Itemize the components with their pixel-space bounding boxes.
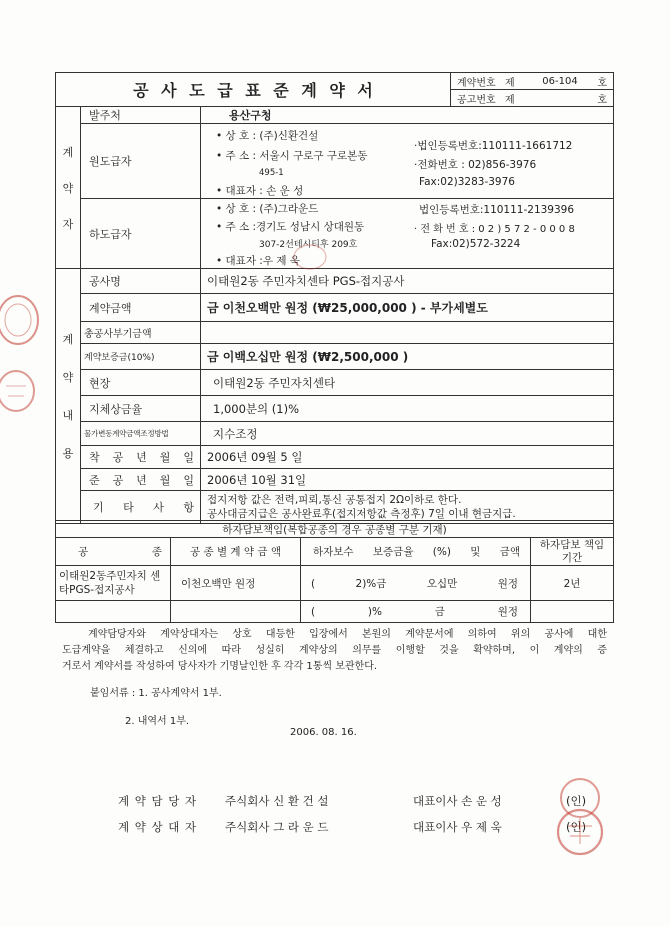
side-char: 내: [62, 409, 74, 422]
prime-phone: ·전화번호 : 02)856-3976: [414, 159, 537, 171]
orderer-label: 발주처: [81, 107, 201, 124]
contract-amount-label: 계약금액: [81, 294, 201, 322]
contract-number-label: 계약번호: [457, 77, 496, 89]
completion-date-label: 준 공 년 월 일: [81, 469, 201, 491]
project-name-value: 이태원2동 주민자치센타 PGS-접지공사: [201, 269, 614, 294]
orderer-value: 용산구청: [201, 107, 614, 124]
notice-number-prefix: 제: [505, 94, 515, 106]
total-additional-amount-value: [201, 322, 614, 344]
sub-phone: · 전 화 번 호 : 0 2 ) 5 7 2 - 0 0 0 8: [414, 224, 575, 235]
defect-row-period: 2년: [531, 566, 614, 601]
content-side-label: [56, 269, 81, 524]
contract-deposit-label: 계약보증금(10%): [81, 344, 201, 370]
contract-number-value: 06-104: [542, 75, 578, 87]
document-title: 공 사 도 급 표 준 계 약 서: [56, 73, 451, 107]
subcontractor-details: [201, 199, 614, 269]
agreement-paragraph: [62, 627, 607, 675]
side-char: 약: [62, 371, 74, 384]
defect-row-rate: ( )% 금 원정: [301, 601, 531, 623]
delay-penalty-label: 지체상금율: [81, 396, 201, 422]
signature-company: 주식회사 그 라 운 드: [225, 820, 329, 834]
sub-registration-number: 법인등록번호:110111-2139396: [419, 204, 575, 216]
side-char: 약: [62, 181, 74, 195]
seal-stamp: [0, 368, 40, 414]
contract-date: 2006. 08. 16.: [290, 727, 357, 738]
side-char: 자: [62, 217, 74, 231]
prime-contractor-details: [201, 124, 614, 199]
defect-heading: 하자담보책임(복합공종의 경우 공종별 구분 기재): [56, 521, 614, 538]
site-value: 이태원2동 주민자치센타: [201, 370, 614, 396]
defect-row-type: 이태원2동주민자치 센타PGS-접지공사: [56, 566, 171, 601]
seal-stamp: [290, 242, 330, 272]
agreement-line: 거로서 계약서를 작성하여 당사자가 기명날인한 후 각각 1통씩 보관한다.: [62, 661, 378, 672]
sub-company: • 상 호 : (주)그라운드: [216, 203, 319, 215]
sub-address-detail: 307-2선테시티후 209호: [259, 240, 358, 250]
delay-penalty-value: 1,000분의 (1)%: [201, 396, 614, 422]
price-adjustment-label: 물가변동계약금액조정방법: [81, 422, 201, 446]
side-char: 용: [62, 447, 74, 460]
signature-title: 대표이사 우 제 욱: [413, 820, 502, 834]
agreement-line: 도급계약을 체결하고 신의에 따라 성실히 계약상의 의무를 이행할 것을 확약하며, 이 계약의 증: [62, 645, 607, 656]
price-adjustment-value: 지수조정: [201, 422, 614, 446]
other-terms-line: 접지저항 값은 전력,피뢰,통신 공통접지 2Ω이하로 한다.: [207, 494, 462, 506]
signature-role: 계 약 담 당 자: [118, 794, 198, 808]
defect-header-period: 하자담보 책임기간: [531, 538, 614, 566]
total-additional-amount-label: 총공사부기금액: [81, 322, 201, 344]
defect-row-rate: ( 2)%금 오십만 원정: [301, 566, 531, 601]
signature-seal-mark: (인): [566, 820, 587, 834]
attachment-line: 붙임서류 : 1. 공사계약서 1부.: [90, 688, 222, 699]
contract-number-box: [451, 73, 614, 90]
project-name-label: 공사명: [81, 269, 201, 294]
signature-title: 대표이사 손 운 성: [413, 794, 502, 808]
seal-stamp: [552, 776, 608, 860]
prime-registration-number: ·법인등록번호:110111-1661712: [414, 140, 573, 152]
contractors-side-label: [56, 107, 81, 269]
notice-number-suffix: 호: [597, 94, 607, 106]
notice-number-box: [451, 90, 614, 107]
subcontractor-label: 하도급자: [81, 199, 201, 269]
prime-address-detail: 495-1: [259, 168, 284, 178]
defect-row-type: [56, 601, 171, 623]
signature-seal-mark: (인): [566, 794, 587, 808]
prime-ceo: • 대표자 : 손 운 성: [216, 185, 304, 197]
seal-stamp: [0, 292, 44, 348]
prime-fax: Fax:02)3283-3976: [419, 176, 515, 188]
site-label: 현장: [81, 370, 201, 396]
sub-fax: Fax:02)572-3224: [431, 238, 521, 250]
prime-address: • 주 소 : 서울시 구로구 구로본동: [216, 150, 368, 162]
prime-company: • 상 호 : (주)신환건설: [216, 130, 319, 142]
sub-ceo: • 대표자 :우 제 욱: [216, 255, 300, 267]
other-terms-line: 공사대금지급은 공사완료후(접지저항값 측정후) 7일 이내 현금지급.: [207, 508, 516, 520]
other-terms-value: [201, 491, 614, 524]
completion-date-value: 2006년 10월 31일: [201, 469, 614, 491]
defect-liability-table: [55, 520, 614, 623]
agreement-line: 계약담당자와 계약상대자는 상호 대등한 입장에서 본원의 계약문서에 의하여 위의 공사에 대한: [88, 629, 607, 640]
prime-contractor-label: 원도급자: [81, 124, 201, 199]
contract-deposit-value: 금 이백오십만 원정 (₩2,500,000 ): [201, 344, 614, 370]
contract-number-prefix: 제: [505, 77, 515, 89]
side-char: 계: [62, 333, 74, 346]
contract-amount-value: 금 이천오백만 원정 (₩25,000,000 ) - 부가세별도: [201, 294, 614, 322]
signature-role: 계 약 상 대 자: [118, 820, 198, 834]
start-date-value: 2006년 09월 5 일: [201, 446, 614, 469]
attachment-line: 2. 내역서 1부.: [125, 716, 190, 727]
defect-row-amount: [171, 601, 301, 623]
contract-main-table: [55, 106, 614, 524]
defect-header-type: 공 종: [56, 538, 171, 566]
defect-header-amount: 공 종 별 계 약 금 액: [171, 538, 301, 566]
notice-number-label: 공고번호: [457, 94, 496, 106]
contract-number-suffix: 호: [597, 77, 607, 89]
sub-address: • 주 소 :경기도 성남시 상대원동: [216, 221, 365, 233]
defect-row-period: [531, 601, 614, 623]
side-char: 계: [62, 145, 74, 159]
signature-company: 주식회사 신 환 건 설: [225, 794, 329, 808]
start-date-label: 착 공 년 월 일: [81, 446, 201, 469]
defect-row-amount: 이천오백만 원정: [171, 566, 301, 601]
defect-header-rate: 하자보수 보증금율 (%) 및 금액: [301, 538, 531, 566]
title-block: [55, 72, 614, 107]
other-terms-label: 기 타 사 항: [81, 491, 201, 524]
